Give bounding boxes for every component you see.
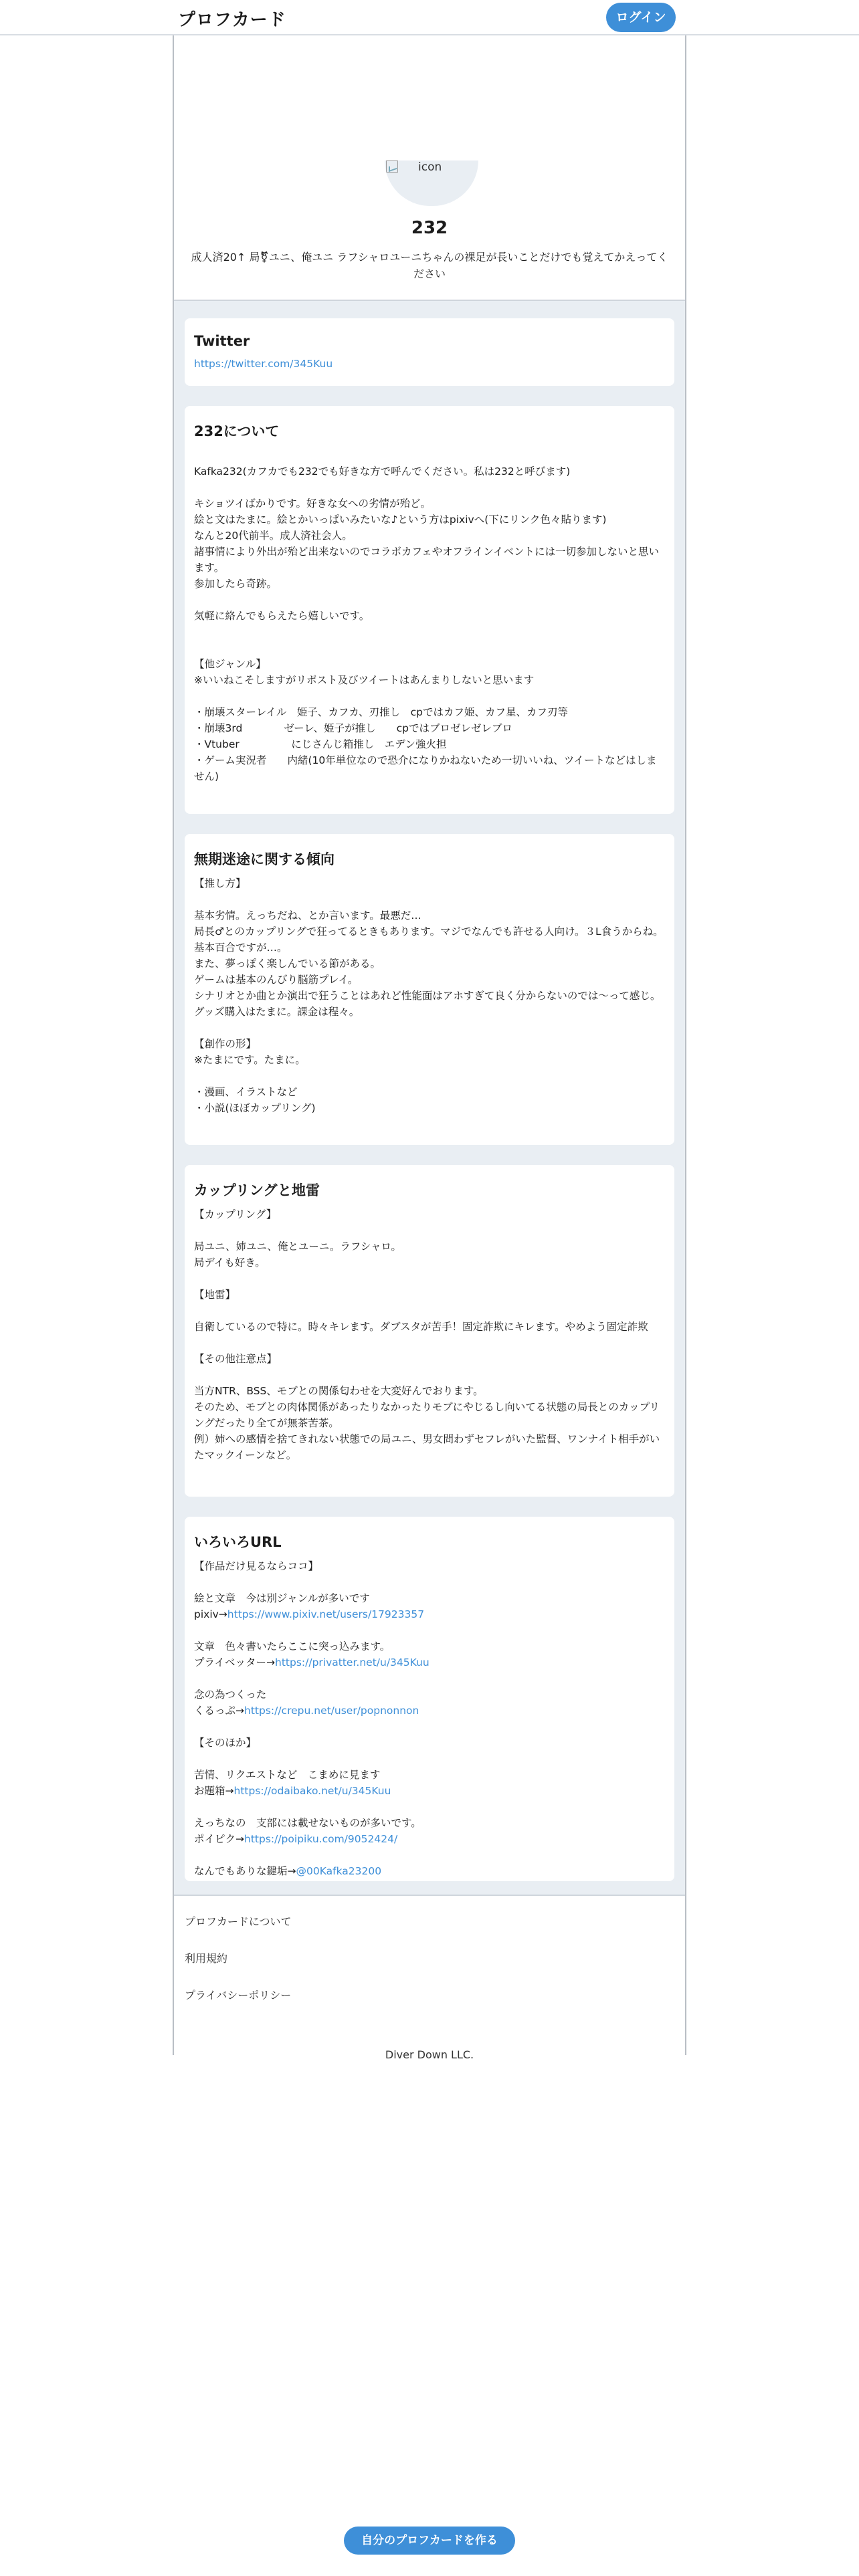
card-title: いろいろURL [194,1534,282,1550]
card-text: えっちなの 支部には載せないものが多いです。 ポイピク→ [194,1817,421,1845]
card-title: カップリングと地雷 [194,1182,320,1198]
url-link[interactable]: https://twitter.com/345Kuu [194,358,333,370]
broken-image-glyph [386,160,398,173]
url-link[interactable]: @00Kafka23200 [296,1865,382,1877]
create-profile-card-button[interactable]: 自分のプロフカードを作る [344,2527,515,2555]
card-text: 【作品だけ見るならココ】 絵と文章 今は別ジャンルが多いです pixiv→ [194,1560,370,1620]
url-link[interactable]: https://crepu.net/user/popnonnon [244,1705,419,1717]
card-title: Twitter [194,333,250,349]
profile-card-column [173,35,686,2061]
profile-bio: 成人済20↑ 局⚧ユニ、俺ユニ ラフシャロユーニちゃんの裸足が長いことだけでも覚えてかえってください [191,251,668,280]
card-text: 【推し方】 基本劣情。えっちだね、とか言います。最悪だ… 局長♂とのカップリングで狂ってるときもあります。マジでなんでも許せる人向け。３L食うからね。基本百合ですが…。 また、夢っぽく楽しんでいる節がある。 ゲームは基本のんびり脳筋プレイ。 シナリオとか曲とか演出で狂うことはあれど性能面はアホすぎて良く分からないのでは～って感じ。 グッズ購入はたまに。課金は程々。 【創作の形】 ※たまにです。たまに。 ・漫画、イラストなど ・小説(ほぼカップリング) [194,877,664,1114]
url-link[interactable]: https://poipiku.com/9052424/ [244,1833,398,1845]
card-text: 【カップリング】 局ユニ、姉ユニ、俺とユーニ。ラフシャロ。 局デイも好き。 【地雷】 自衛しているので特に。時々キレます。ダブスタが苦手！固定詐欺にキレます。やめよう固定詐欺 【その他注意点】 当方NTR、BSS、モブとの関係匂わせを大変好んでおります。 そのため、モブとの肉体関係があったりなかったりモブにやじるし向いてる状態の局長とのカップリングだったり全てが無茶苦茶。 例）姉への感情を捨てきれない状態での局ユニ、男女問わずセフレがいた監督、ワンナイト相手がいたマックイーンなど。 [194,1208,660,1461]
url-link[interactable]: https://privatter.net/u/345Kuu [275,1656,430,1669]
broken-image-icon [385,160,398,173]
card-title: 無期迷途に関する傾向 [194,851,335,867]
login-button[interactable]: ログイン [606,3,676,32]
footer-link-about[interactable]: プロフカードについて [185,1915,292,1928]
card-text: Kafka232(カフカでも232でも好きな方で呼んでください。私は232と呼びます) キショツイばかりです。好きな女への劣情が殆ど。 絵と文はたまに。絵とかいっぱいみたいな♪という方はpixivへ(下にリンク色々貼ります) なんと20代前半。成人済社会人。 諸事情により外出が殆ど出来ないのでコラボカフェやオフラインイベントには一切参加しないと思います。 参加したら奇跡。 気軽に絡んでもらえたら嬉しいです。 【他ジャンル】 ※いいねこそしますがリポスト及びツイートはあんまりしないと思います ・崩壊スターレイル 姫子、カフカ、刃推し cpではカフ姫、カフ星、カフ刃等 ・崩壊3rd ゼーレ、姫子が推し cpではブロゼレゼレブロ ・Vtuber にじさんじ箱推し エデン強火担 ・ゲーム実況者 内緒(10年単位なので恐介になりかねないため一切いいね、ツイートなどはしません) [194,465,660,782]
footer-copyright: Diver Down LLC. [385,2048,474,2061]
card-coupling [185,1165,674,1497]
card-body [194,356,665,372]
card-urls [185,1517,674,1881]
card-title: 232について [194,423,280,439]
footer-link-terms[interactable]: 利用規約 [185,1952,228,1965]
url-link[interactable]: https://odaibako.net/u/345Kuu [233,1785,391,1797]
card-body [194,447,665,784]
card-body [194,1558,665,1879]
footer [174,1895,685,2061]
profile-name: 232 [411,218,448,238]
avatar [385,160,478,206]
url-link[interactable]: https://www.pixiv.net/users/17923357 [227,1608,425,1620]
card-text: 念の為つくった くるっぷ→ [194,1689,267,1717]
profile-header [174,35,685,301]
card-text: 【そのほか】 苦情、リクエストなど こまめに見ます お題箱→ [194,1737,381,1797]
card-text: 文章 色々書いたらここに突っ込みます。 プライベッター→ [194,1640,391,1669]
top-bar [0,0,859,35]
avatar-alt-text: icon [418,160,442,174]
footer-link-privacy[interactable]: プライバシーポリシー [185,1989,292,2002]
card-about [185,406,674,814]
card-text: なんでもありな鍵垢→ [194,1865,296,1877]
card-body [194,875,665,1116]
card-tendency [185,834,674,1145]
card-twitter [185,318,674,386]
brand-logo[interactable]: プロフカード [178,10,286,30]
card-body [194,1206,665,1463]
